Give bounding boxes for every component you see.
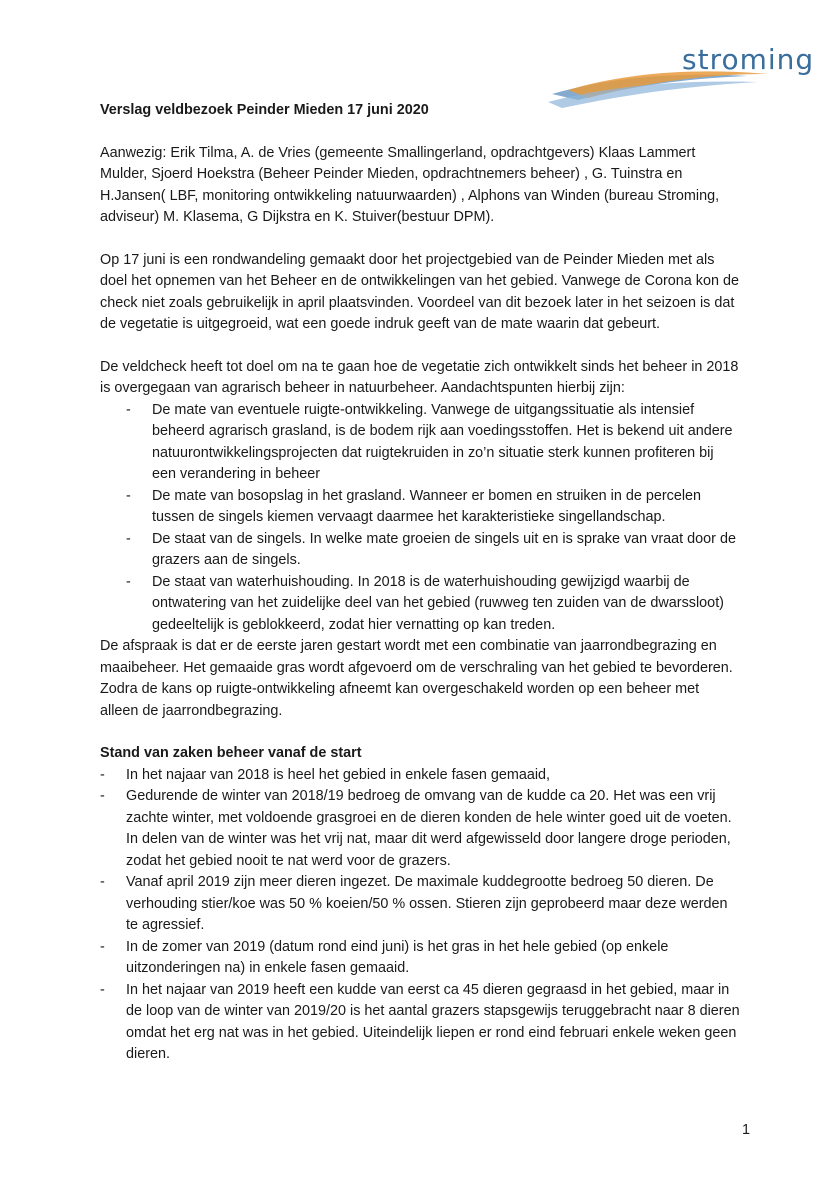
agreement-paragraph: De afspraak is dat er de eerste jaren gestart wordt met een combinatie van jaarrondbegrazing en maaibeheer. Het gemaaide gras wordt afgevoerd om de verschraling van het gebied te bevorderen. Zodra de kans op ruigte-ontwikkeling afneemt kan overgeschakeld worden op een beheer met alleen de jaarrondbegrazing. — [100, 638, 733, 719]
attention-points-list — [100, 400, 740, 637]
list-item: - In het najaar van 2018 is heel het gebied in enkele fasen gemaaid, — [100, 765, 740, 787]
document-body — [100, 100, 740, 1066]
list-item: - In de zomer van 2019 (datum rond eind juni) is het gras in het hele gebied (op enkele uitzonderingen na) in enkele fasen gemaaid. — [100, 937, 740, 980]
intro-paragraph: Op 17 juni is een rondwandeling gemaakt door het projectgebied van de Peinder Mieden met als doel het opnemen van het Beheer en de ontwikkelingen van het gebied. Vanwege de Corona kon de check niet zoals gebruikelijk in april plaatsvinden. Voordeel van dit bezoek later in het seizoen is dat de vegetatie is uitgegroeid, wat een goede indruk geeft van de mate waarin dat gebeurt. — [100, 251, 739, 332]
page-number: 1 — [741, 1122, 750, 1138]
attendees-paragraph: Aanwezig: Erik Tilma, A. de Vries (gemeente Smallingerland, opdrachtgevers) Klaas Lammert Mulder, Sjoerd Hoekstra (Beheer Peinder Mieden, opdrachtnemers beheer) , G. Tuinstra en H.Jansen( LBF, monitoring ontwikkeling natuurwaarden) , Alphons van Winden (bureau Stroming, adviseur) M. Klasema, G Dijkstra en K. Stuiver(bestuur DPM). — [100, 144, 720, 225]
list-item: - Gedurende de winter van 2018/19 bedroeg de omvang van de kudde ca 20. Het was een vrij zachte winter, met voldoende grasgroei en de dieren konden de hele winter goed uit de voeten. In delen van de winter was het vrij nat, maar dit werd afgewisseld door langere droge perioden, zodat het gebied nooit te nat werd voor de grazers. — [100, 786, 740, 872]
logo-wordmark: stroming — [682, 43, 815, 76]
list-item: - De mate van eventuele ruigte-ontwikkeling. Vanwege de uitgangssituatie als intensief beheerd agrarisch grasland, is de bodem rijk aan voedingsstoffen. Het is bekend uit andere natuurontwikkelingsprojecten dat ruigtekruiden in zo’n situatie sterk kunnen profiteren bij een verandering in beheer — [100, 400, 740, 486]
list-item: - De mate van bosopslag in het grasland. Wanneer er bomen en struiken in de percelen tussen de singels kiemen vervaagt daarmee het karakteristieke singellandschap. — [100, 486, 740, 529]
list-item: - De staat van waterhuishouding. In 2018 is de waterhuishouding gewijzigd waarbij de ontwatering van het zuidelijke deel van het gebied (ruwweg ten zuiden van de dwarssloot) gedeeltelijk is geblokkeerd, zodat hier vernatting op kan treden. — [100, 572, 740, 637]
page-title: Verslag veldbezoek Peinder Mieden 17 juni 2020 — [100, 102, 429, 118]
check-intro-paragraph: De veldcheck heeft tot doel om na te gaan hoe de vegetatie zich ontwikkelt sinds het beheer in 2018 is overgegaan van agrarisch beheer in natuurbeheer. Aandachtspunten hierbij zijn: — [100, 358, 739, 396]
list-item: - In het najaar van 2019 heeft een kudde van eerst ca 45 dieren gegraasd in het gebied, maar in de loop van de winter van 2019/20 is het aantal grazers stapsgewijs teruggebracht naar 8 dieren omdat het erg nat was in het gebied. Uiteindelijk liepen er rond eind februari enkele weken geen dieren. — [100, 980, 740, 1066]
status-list — [100, 765, 740, 1066]
list-item: - De staat van de singels. In welke mate groeien de singels uit en is sprake van vraat door de grazers aan de singels. — [100, 529, 740, 572]
list-item: - Vanaf april 2019 zijn meer dieren ingezet. De maximale kuddegrootte bedroeg 50 dieren. De verhouding stier/koe was 50 % koeien/50 % ossen. Stieren zijn geprobeerd maar deze werden te agressief. — [100, 872, 740, 937]
section-heading: Stand van zaken beheer vanaf de start — [100, 745, 362, 761]
